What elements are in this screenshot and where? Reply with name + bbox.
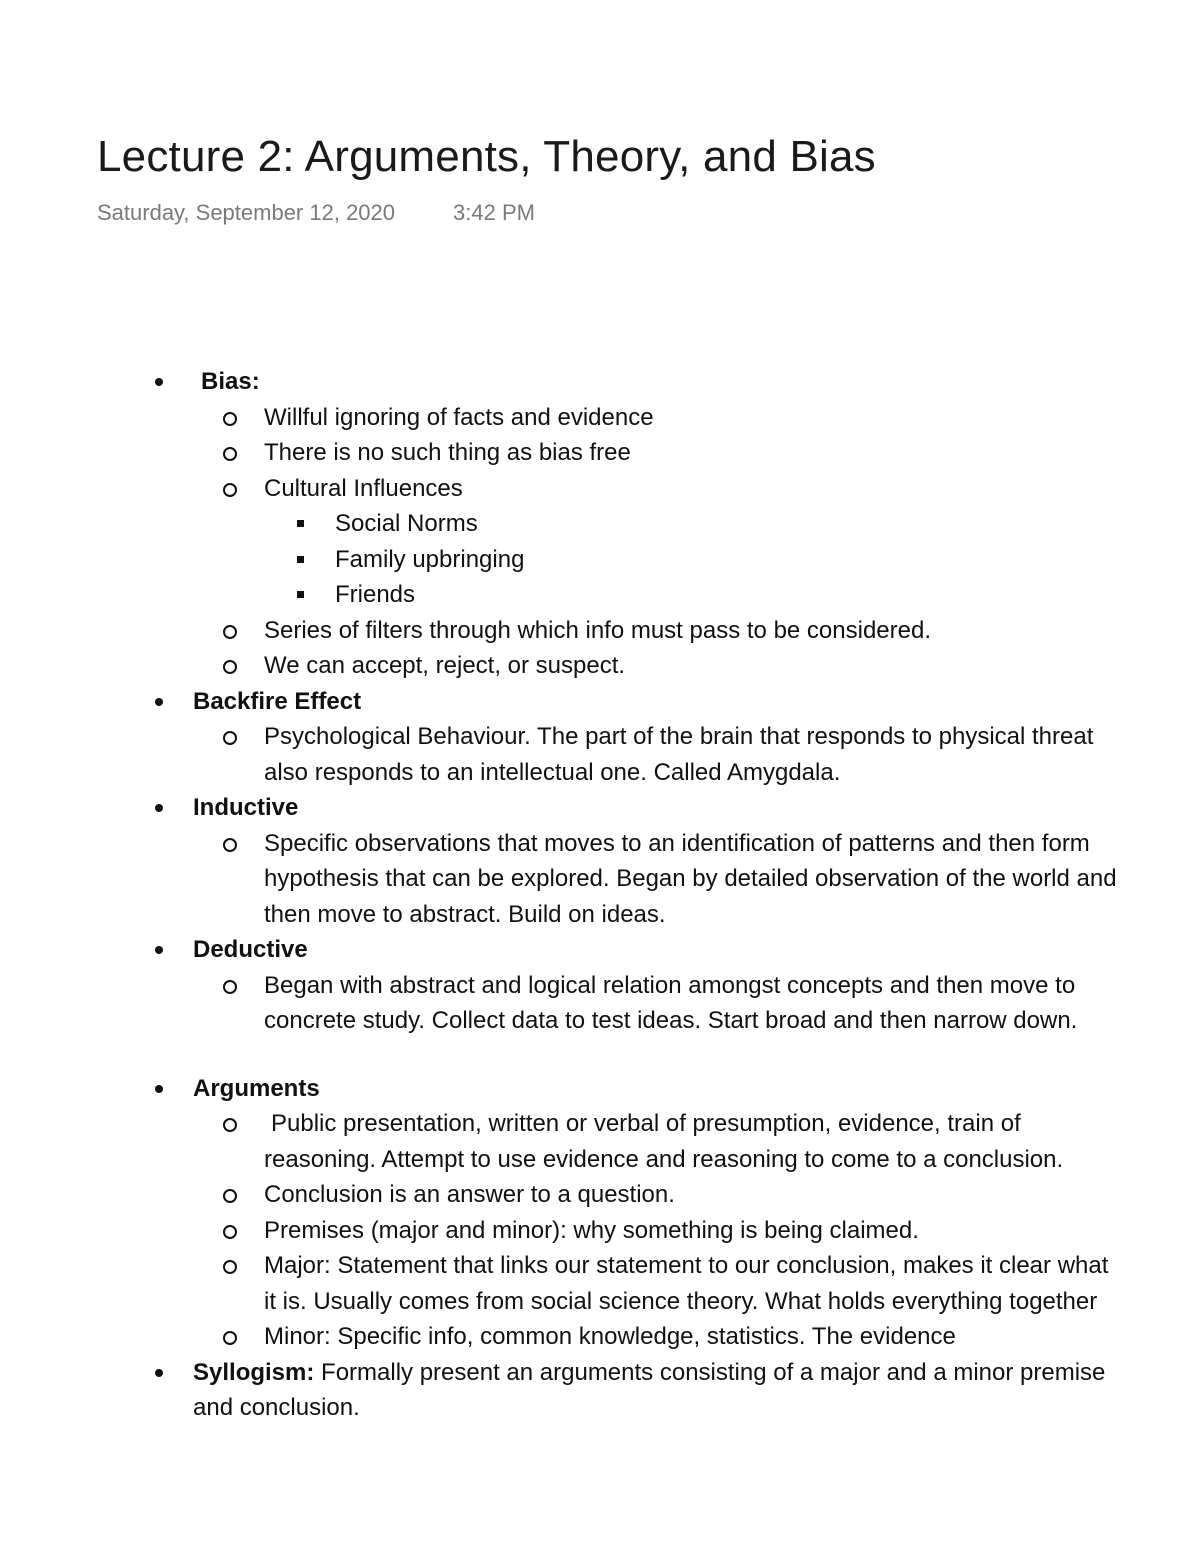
- arguments-heading: Arguments: [193, 1074, 320, 1102]
- deductive-heading: Deductive: [193, 936, 308, 963]
- inductive-line: hypothesis that can be explored. Began by detailed observation of the world and: [264, 865, 1117, 892]
- arguments-line: Conclusion is an answer to a question.: [264, 1181, 675, 1208]
- circle-bullet-icon: [223, 660, 237, 674]
- list-item-bias: [0, 364, 1200, 400]
- circle-bullet-icon: [223, 980, 237, 994]
- list-item-backfire: [0, 684, 1200, 720]
- circle-bullet-icon: [223, 447, 237, 461]
- circle-bullet-icon: [223, 838, 237, 852]
- bullet-icon: [155, 804, 163, 812]
- bullet-icon: [155, 1085, 163, 1093]
- list-item: [0, 471, 1200, 507]
- circle-bullet-icon: [223, 412, 237, 426]
- circle-bullet-icon: [223, 1189, 237, 1203]
- list-item: [0, 719, 1200, 790]
- square-bullet-icon: [297, 591, 304, 598]
- list-item: [0, 1248, 1200, 1319]
- bullet-icon: [155, 1369, 163, 1377]
- circle-bullet-icon: [223, 1225, 237, 1239]
- page-title: Lecture 2: Arguments, Theory, and Bias: [97, 132, 876, 181]
- list-item: [0, 400, 1200, 436]
- arguments-line: Minor: Specific info, common knowledge, statistics. The evidence: [264, 1323, 956, 1350]
- arguments-line: Public presentation, written or verbal of presumption, evidence, train of: [271, 1110, 1021, 1137]
- inductive-heading: Inductive: [193, 794, 299, 821]
- cultural-sub-item: Family upbringing: [335, 545, 525, 573]
- list-item-inductive: [0, 790, 1200, 826]
- list-item-arguments: [0, 1071, 1200, 1107]
- circle-bullet-icon: [223, 625, 237, 639]
- cultural-sub-item: Social Norms: [335, 510, 478, 537]
- circle-bullet-icon: [223, 731, 237, 745]
- bias-item: Series of filters through which info must pass to be considered.: [264, 616, 932, 644]
- list-item: [0, 542, 1200, 578]
- circle-bullet-icon: [223, 483, 237, 497]
- list-item: [0, 826, 1200, 933]
- arguments-line: Premises (major and minor): why something is being claimed.: [264, 1216, 919, 1244]
- time-text: 3:42 PM: [453, 200, 535, 225]
- bullet-icon: [155, 698, 163, 706]
- list-item: [0, 1106, 1200, 1177]
- list-item-deductive: [0, 932, 1200, 968]
- bias-item: Cultural Influences: [264, 474, 463, 502]
- bias-item: Willful ignoring of facts and evidence: [264, 403, 654, 431]
- date-text: Saturday, September 12, 2020: [97, 200, 396, 225]
- syllogism-heading: Syllogism:: [193, 1358, 315, 1386]
- arguments-line: Major: Statement that links our statement to our conclusion, makes it clear what: [264, 1252, 1109, 1279]
- bias-item: We can accept, reject, or suspect.: [264, 652, 626, 679]
- bullet-icon: [155, 378, 163, 386]
- list-item: [0, 613, 1200, 649]
- backfire-line: also responds to an intellectual one. Called Amygdala.: [264, 758, 841, 786]
- list-item-syllogism: [0, 1355, 1200, 1426]
- square-bullet-icon: [297, 520, 304, 527]
- deductive-line: concrete study. Collect data to test ideas. Start broad and then narrow down.: [264, 1007, 1078, 1034]
- list-item: [0, 577, 1200, 613]
- circle-bullet-icon: [223, 1331, 237, 1345]
- list-item: [0, 506, 1200, 542]
- backfire-heading: Backfire Effect: [193, 687, 362, 715]
- notes-body: [0, 364, 1200, 1440]
- circle-bullet-icon: [223, 1118, 237, 1132]
- backfire-line: Psychological Behaviour. The part of the brain that responds to physical threat: [264, 723, 1094, 750]
- timestamp: [97, 200, 535, 226]
- bullet-icon: [155, 946, 163, 954]
- deductive-line: Began with abstract and logical relation amongst concepts and then move to: [264, 971, 1076, 999]
- syllogism-text: Formally present an arguments consisting of a major and a minor premise: [314, 1358, 1106, 1386]
- list-item: [0, 1213, 1200, 1249]
- spacer: [0, 1039, 1200, 1071]
- arguments-line: reasoning. Attempt to use evidence and reasoning to come to a conclusion.: [264, 1145, 1064, 1173]
- square-bullet-icon: [297, 556, 304, 563]
- inductive-line: Specific observations that moves to an identification of patterns and then form: [264, 829, 1090, 857]
- bias-heading: Bias:: [201, 368, 260, 395]
- bias-item: There is no such thing as bias free: [264, 439, 631, 466]
- list-item: [0, 1319, 1200, 1355]
- list-item: [0, 648, 1200, 684]
- circle-bullet-icon: [223, 1260, 237, 1274]
- cultural-sub-item: Friends: [335, 581, 416, 608]
- list-item: [0, 1177, 1200, 1213]
- inductive-line: then move to abstract. Build on ideas.: [264, 900, 666, 928]
- list-item: [0, 968, 1200, 1039]
- list-item: [0, 435, 1200, 471]
- syllogism-text: and conclusion.: [193, 1394, 360, 1421]
- arguments-line: it is. Usually comes from social science theory. What holds everything together: [264, 1287, 1098, 1315]
